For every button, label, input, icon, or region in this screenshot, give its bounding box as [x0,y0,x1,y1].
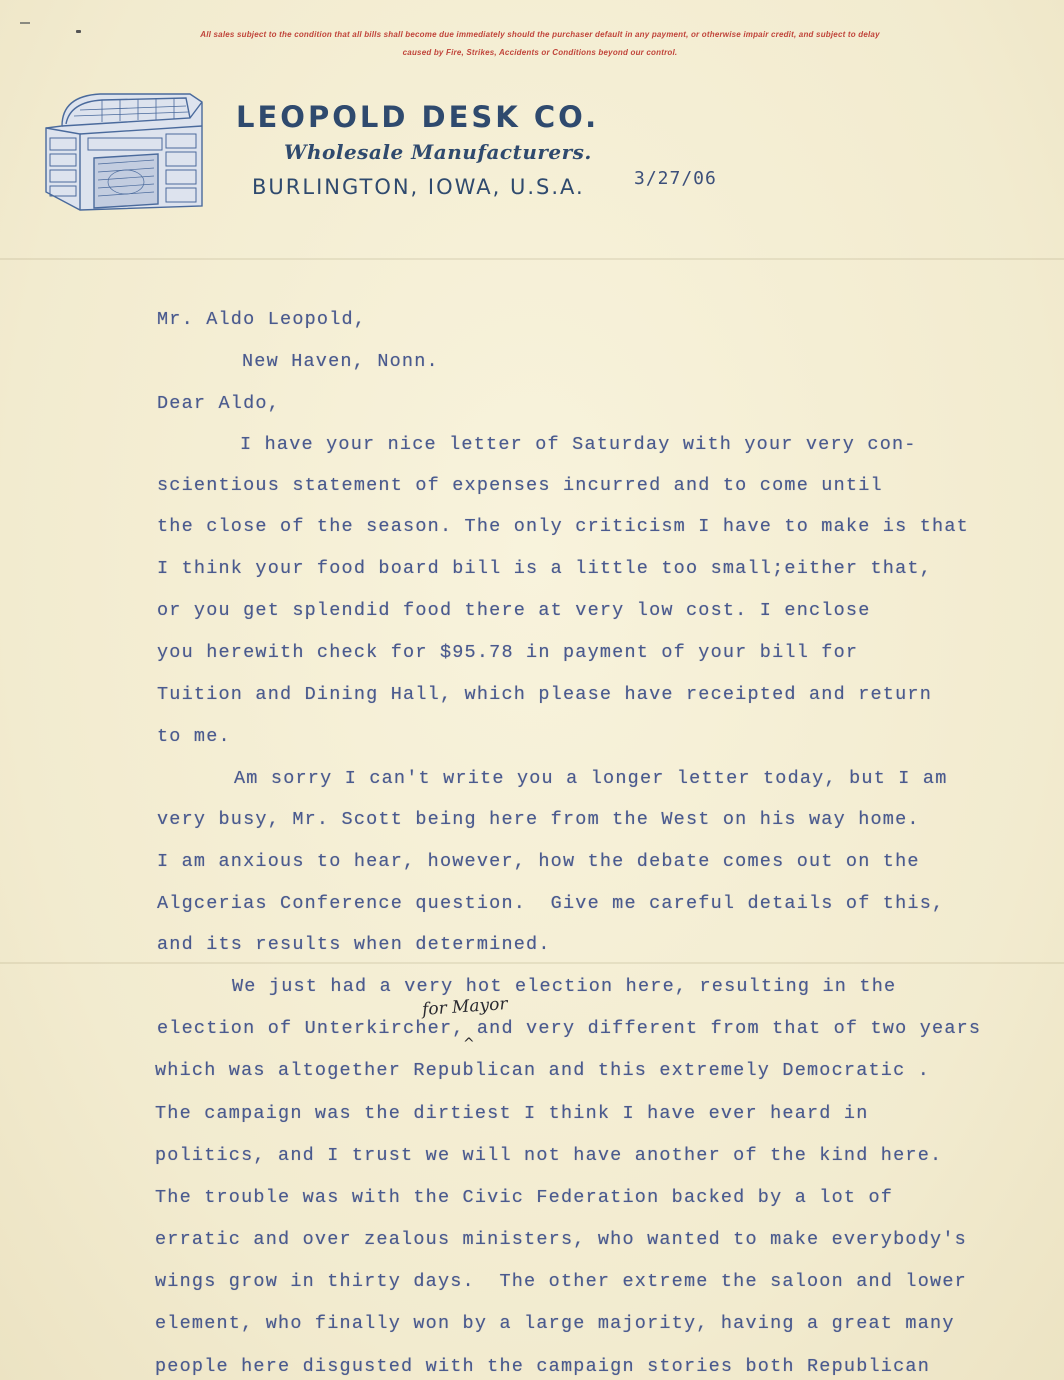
body-line: wings grow in thirty days. The other extreme the saloon and lower [155,1271,967,1292]
body-line: I have your nice letter of Saturday with your very con- [240,434,917,455]
terms-disclaimer-line-2: caused by Fire, Strikes, Accidents or Conditions beyond our control. [402,48,678,57]
company-name: LEOPOLD DESK CO. [236,100,600,134]
body-line: Am sorry I can't write you a longer letter today, but I am [234,768,948,789]
body-line: scientious statement of expenses incurred and to come until [157,475,883,496]
paper-fold-line [0,962,1064,964]
handwritten-insert: for Mayor [421,994,509,1020]
body-line: I am anxious to hear, however, how the debate comes out on the [157,851,920,872]
body-line: The campaign was the dirtiest I think I have ever heard in [155,1103,869,1124]
paper-fold-line [0,258,1064,260]
body-line: I think your food board bill is a little too small;either that, [157,558,933,579]
terms-disclaimer-line-1: All sales subject to the condition that all bills shall become due immediately should the purchaser default in any payment, or otherwise impair credit, and subject to delay [200,30,880,39]
body-line: Algcerias Conference question. Give me careful details of this, [157,893,945,914]
insert-caret: ^ [463,1036,475,1052]
rolltop-desk-icon [40,88,208,218]
body-line: The trouble was with the Civic Federation backed by a lot of [155,1187,894,1208]
corner-ink-dot [76,30,81,33]
recipient-city: New Haven, Nonn. [242,351,439,372]
company-location: BURLINGTON, IOWA, U.S.A. [252,175,585,199]
body-line: to me. [157,726,231,747]
corner-pencil-mark [20,22,30,24]
salutation: Dear Aldo, [157,393,281,414]
body-line: you herewith check for $95.78 in payment of your bill for [157,642,859,663]
body-line: people here disgusted with the campaign stories both Republican [155,1356,931,1377]
letter-date: 3/27/06 [634,168,717,189]
company-tagline: Wholesale Manufacturers. [284,140,592,164]
body-line: politics, and I trust we will not have another of the kind here. [155,1145,943,1166]
body-line: erratic and over zealous ministers, who wanted to make everybody's [155,1229,967,1250]
body-line: very busy, Mr. Scott being here from the West on his way home. [157,809,920,830]
recipient-name: Mr. Aldo Leopold, [157,309,367,330]
body-line: Tuition and Dining Hall, which please have receipted and return [157,684,933,705]
body-line: We just had a very hot election here, resulting in the [232,976,897,997]
body-line: element, who finally won by a large majority, having a great many [155,1313,955,1334]
body-line: the close of the season. The only criticism I have to make is that [157,516,969,537]
body-line: and its results when determined. [157,934,551,955]
body-line: or you get splendid food there at very low cost. I enclose [157,600,871,621]
body-line: election of Unterkircher, and very different from that of two years [157,1018,982,1039]
body-line: which was altogether Republican and this extremely Democratic . [155,1060,931,1081]
